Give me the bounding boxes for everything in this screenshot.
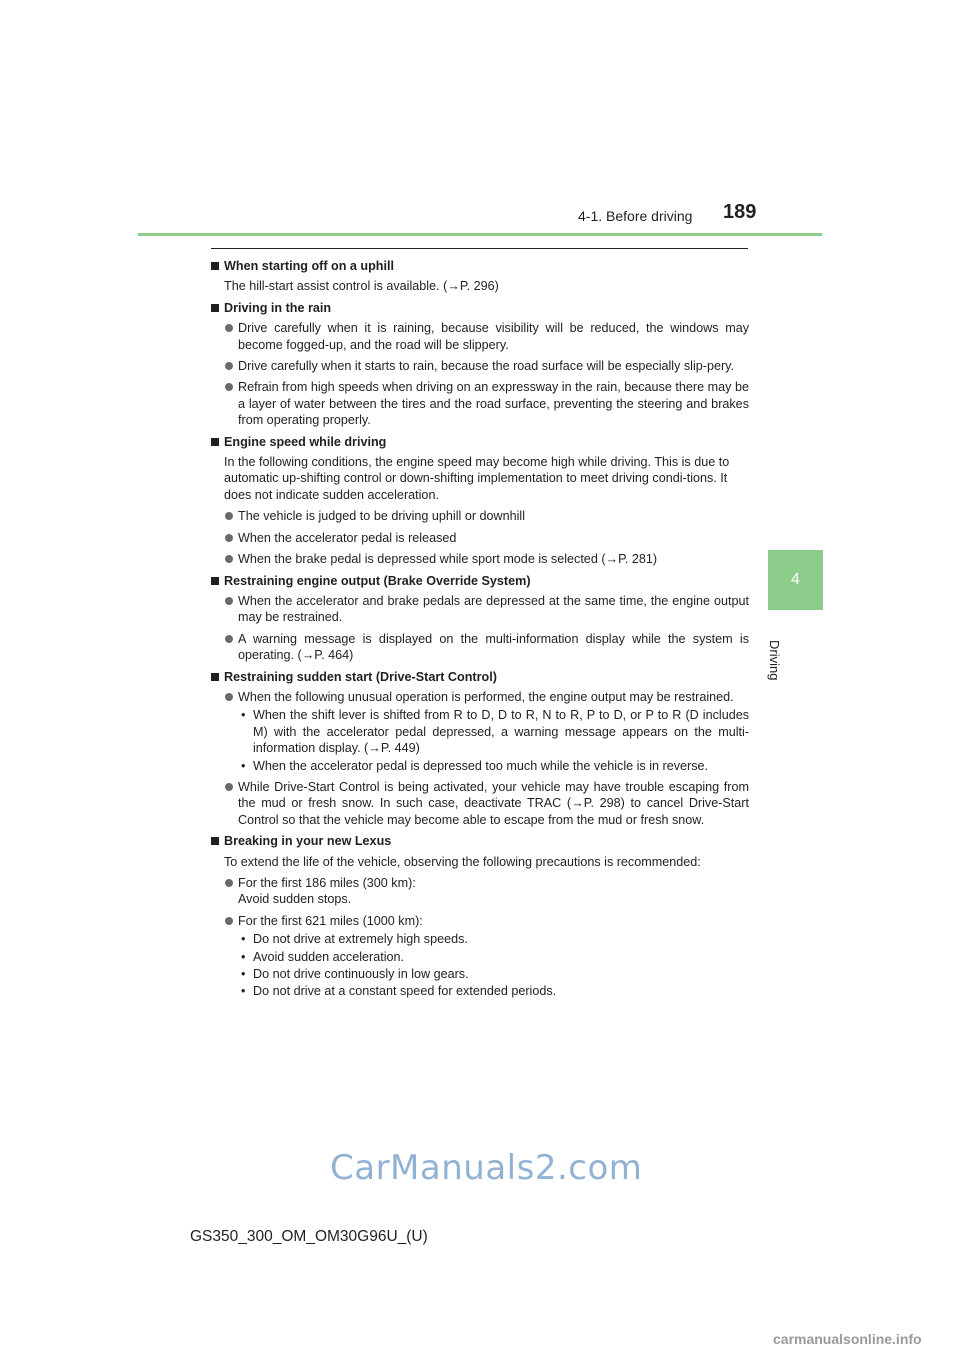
bullet-item bbox=[211, 379, 749, 428]
bullet-text: For the first 621 miles (1000 km): bbox=[238, 913, 423, 928]
page-content bbox=[211, 258, 749, 1005]
bullet-item bbox=[211, 689, 749, 705]
section bbox=[211, 300, 749, 429]
section-title-text: Restraining sudden start (Drive-Start Control) bbox=[224, 669, 497, 684]
small-dot-icon: • bbox=[241, 984, 246, 999]
circle-bullet-icon bbox=[225, 783, 233, 791]
section-title bbox=[211, 434, 749, 450]
bullet-item bbox=[211, 631, 749, 664]
bullet-text: Drive carefully when it starts to rain, because the road surface will be especially slip-pery. bbox=[238, 359, 735, 374]
section bbox=[211, 258, 749, 295]
sub-bullet-item bbox=[211, 707, 749, 756]
paragraph: To extend the life of the vehicle, observing the following precautions is recommended: bbox=[224, 854, 701, 869]
circle-bullet-icon bbox=[225, 383, 233, 391]
bullet-text: While Drive-Start Control is being activated, your vehicle may have trouble escaping from the mud or fresh snow. In such case, deactivate TRAC (→P. 298) to cancel Drive-Start Control so that the vehicle may become able to escape from the mud or fresh snow. bbox=[238, 779, 749, 827]
section-title bbox=[211, 300, 749, 316]
chapter-tab-label: Driving bbox=[767, 640, 782, 681]
circle-bullet-icon bbox=[225, 597, 233, 605]
circle-bullet-icon bbox=[225, 512, 233, 520]
sub-bullet-text: Do not drive at extremely high speeds. bbox=[253, 932, 468, 947]
bullet-text: For the first 186 miles (300 km): bbox=[238, 876, 416, 890]
square-bullet-icon bbox=[211, 673, 219, 681]
square-bullet-icon bbox=[211, 438, 219, 446]
sub-bullet-text: Do not drive at a constant speed for extended periods. bbox=[253, 984, 557, 999]
paragraph: In the following conditions, the engine speed may become high while driving. This is due to automatic up-shifting control or down-shifting implementation to meet driving condi-tions. It does not indicate sudden acceleration. bbox=[224, 455, 730, 502]
page-number: 189 bbox=[723, 201, 757, 223]
sub-bullet-text: When the accelerator pedal is depressed too much while the vehicle is in reverse. bbox=[253, 758, 709, 773]
bullet-text: Drive carefully when it is raining, because visibility will be reduced, the windows may become fogged-up, and the road will be slippery. bbox=[238, 321, 749, 352]
section bbox=[211, 434, 749, 568]
small-dot-icon: • bbox=[241, 967, 246, 982]
footer-document-code: GS350_300_OM_OM30G96U_(U) bbox=[190, 1228, 428, 1245]
sub-bullet-text: Avoid sudden acceleration. bbox=[253, 949, 404, 964]
paragraph: The hill-start assist control is available. (→P. 296) bbox=[224, 279, 499, 294]
circle-bullet-icon bbox=[225, 917, 233, 925]
bullet-item bbox=[211, 913, 749, 929]
square-bullet-icon bbox=[211, 262, 219, 270]
section-title bbox=[211, 669, 749, 685]
sub-bullet-item bbox=[211, 758, 749, 774]
small-dot-icon: • bbox=[241, 758, 246, 773]
bullet-item bbox=[211, 320, 749, 353]
circle-bullet-icon bbox=[225, 693, 233, 701]
content-top-rule bbox=[211, 248, 748, 249]
circle-bullet-icon bbox=[225, 534, 233, 542]
section bbox=[211, 573, 749, 664]
sub-bullet-text: Do not drive continuously in low gears. bbox=[253, 967, 469, 982]
circle-bullet-icon bbox=[225, 324, 233, 332]
bullet-text: A warning message is displayed on the multi-information display while the system is operating. (→P. 464) bbox=[238, 631, 749, 663]
section-title-text: Driving in the rain bbox=[224, 300, 332, 315]
section-title-text: When starting off on a uphill bbox=[224, 259, 394, 273]
square-bullet-icon bbox=[211, 837, 219, 845]
sub-bullet-item bbox=[211, 931, 749, 947]
square-bullet-icon bbox=[211, 577, 219, 585]
bullet-text: When the brake pedal is depressed while sport mode is selected (→P. 281) bbox=[238, 552, 658, 567]
watermark-carmanualsonline: carmanualsonline.info bbox=[773, 1331, 922, 1347]
section bbox=[211, 669, 749, 829]
bullet-item bbox=[211, 593, 749, 626]
header-section-title: 4-1. Before driving bbox=[578, 208, 693, 224]
bullet-item bbox=[211, 551, 749, 567]
chapter-tab-number: 4 bbox=[791, 571, 800, 588]
section-title bbox=[211, 258, 749, 274]
square-bullet-icon bbox=[211, 304, 219, 312]
circle-bullet-icon bbox=[225, 362, 233, 370]
bullet-text: When the following unusual operation is performed, the engine output may be restrained. bbox=[238, 689, 734, 704]
bullet-text: The vehicle is judged to be driving uphill or downhill bbox=[238, 509, 526, 524]
section-title-text: Breaking in your new Lexus bbox=[224, 834, 392, 849]
section-title-text: Engine speed while driving bbox=[224, 434, 387, 449]
bullet-item bbox=[211, 508, 749, 524]
section-title-text: Restraining engine output (Brake Override System) bbox=[224, 573, 531, 588]
small-dot-icon: • bbox=[241, 932, 246, 947]
header-rule bbox=[138, 233, 822, 236]
bullet-text-line2: Avoid sudden stops. bbox=[238, 892, 352, 907]
sub-bullet-item bbox=[211, 949, 749, 965]
bullet-item bbox=[211, 779, 749, 828]
chapter-tab[interactable] bbox=[768, 550, 823, 610]
bullet-text: When the accelerator and brake pedals are depressed at the same time, the engine output may be restrained. bbox=[238, 593, 749, 625]
section-title bbox=[211, 833, 749, 849]
section bbox=[211, 833, 749, 1000]
watermark-carmanuals2: CarManuals2.com bbox=[330, 1148, 643, 1188]
small-dot-icon: • bbox=[241, 949, 246, 964]
small-dot-icon: • bbox=[241, 708, 246, 723]
circle-bullet-icon bbox=[225, 635, 233, 643]
bullet-text: When the accelerator pedal is released bbox=[238, 530, 457, 545]
sub-bullet-item bbox=[211, 966, 749, 982]
circle-bullet-icon bbox=[225, 555, 233, 563]
sub-bullet-item bbox=[211, 983, 749, 999]
bullet-item bbox=[211, 358, 749, 374]
bullet-item bbox=[211, 875, 749, 908]
sub-bullet-text: When the shift lever is shifted from R to D, D to R, N to R, P to D, or P to R (D includes M) with the accelerator pedal depressed, a warning message appears on the multi-information display. (→P. 449) bbox=[253, 708, 749, 756]
section-title bbox=[211, 573, 749, 589]
circle-bullet-icon bbox=[225, 879, 233, 887]
bullet-item bbox=[211, 530, 749, 546]
bullet-text: Refrain from high speeds when driving on an expressway in the rain, because there may be a layer of water between the tires and the road surface, preventing the steering and brakes from operating properly. bbox=[238, 380, 749, 428]
